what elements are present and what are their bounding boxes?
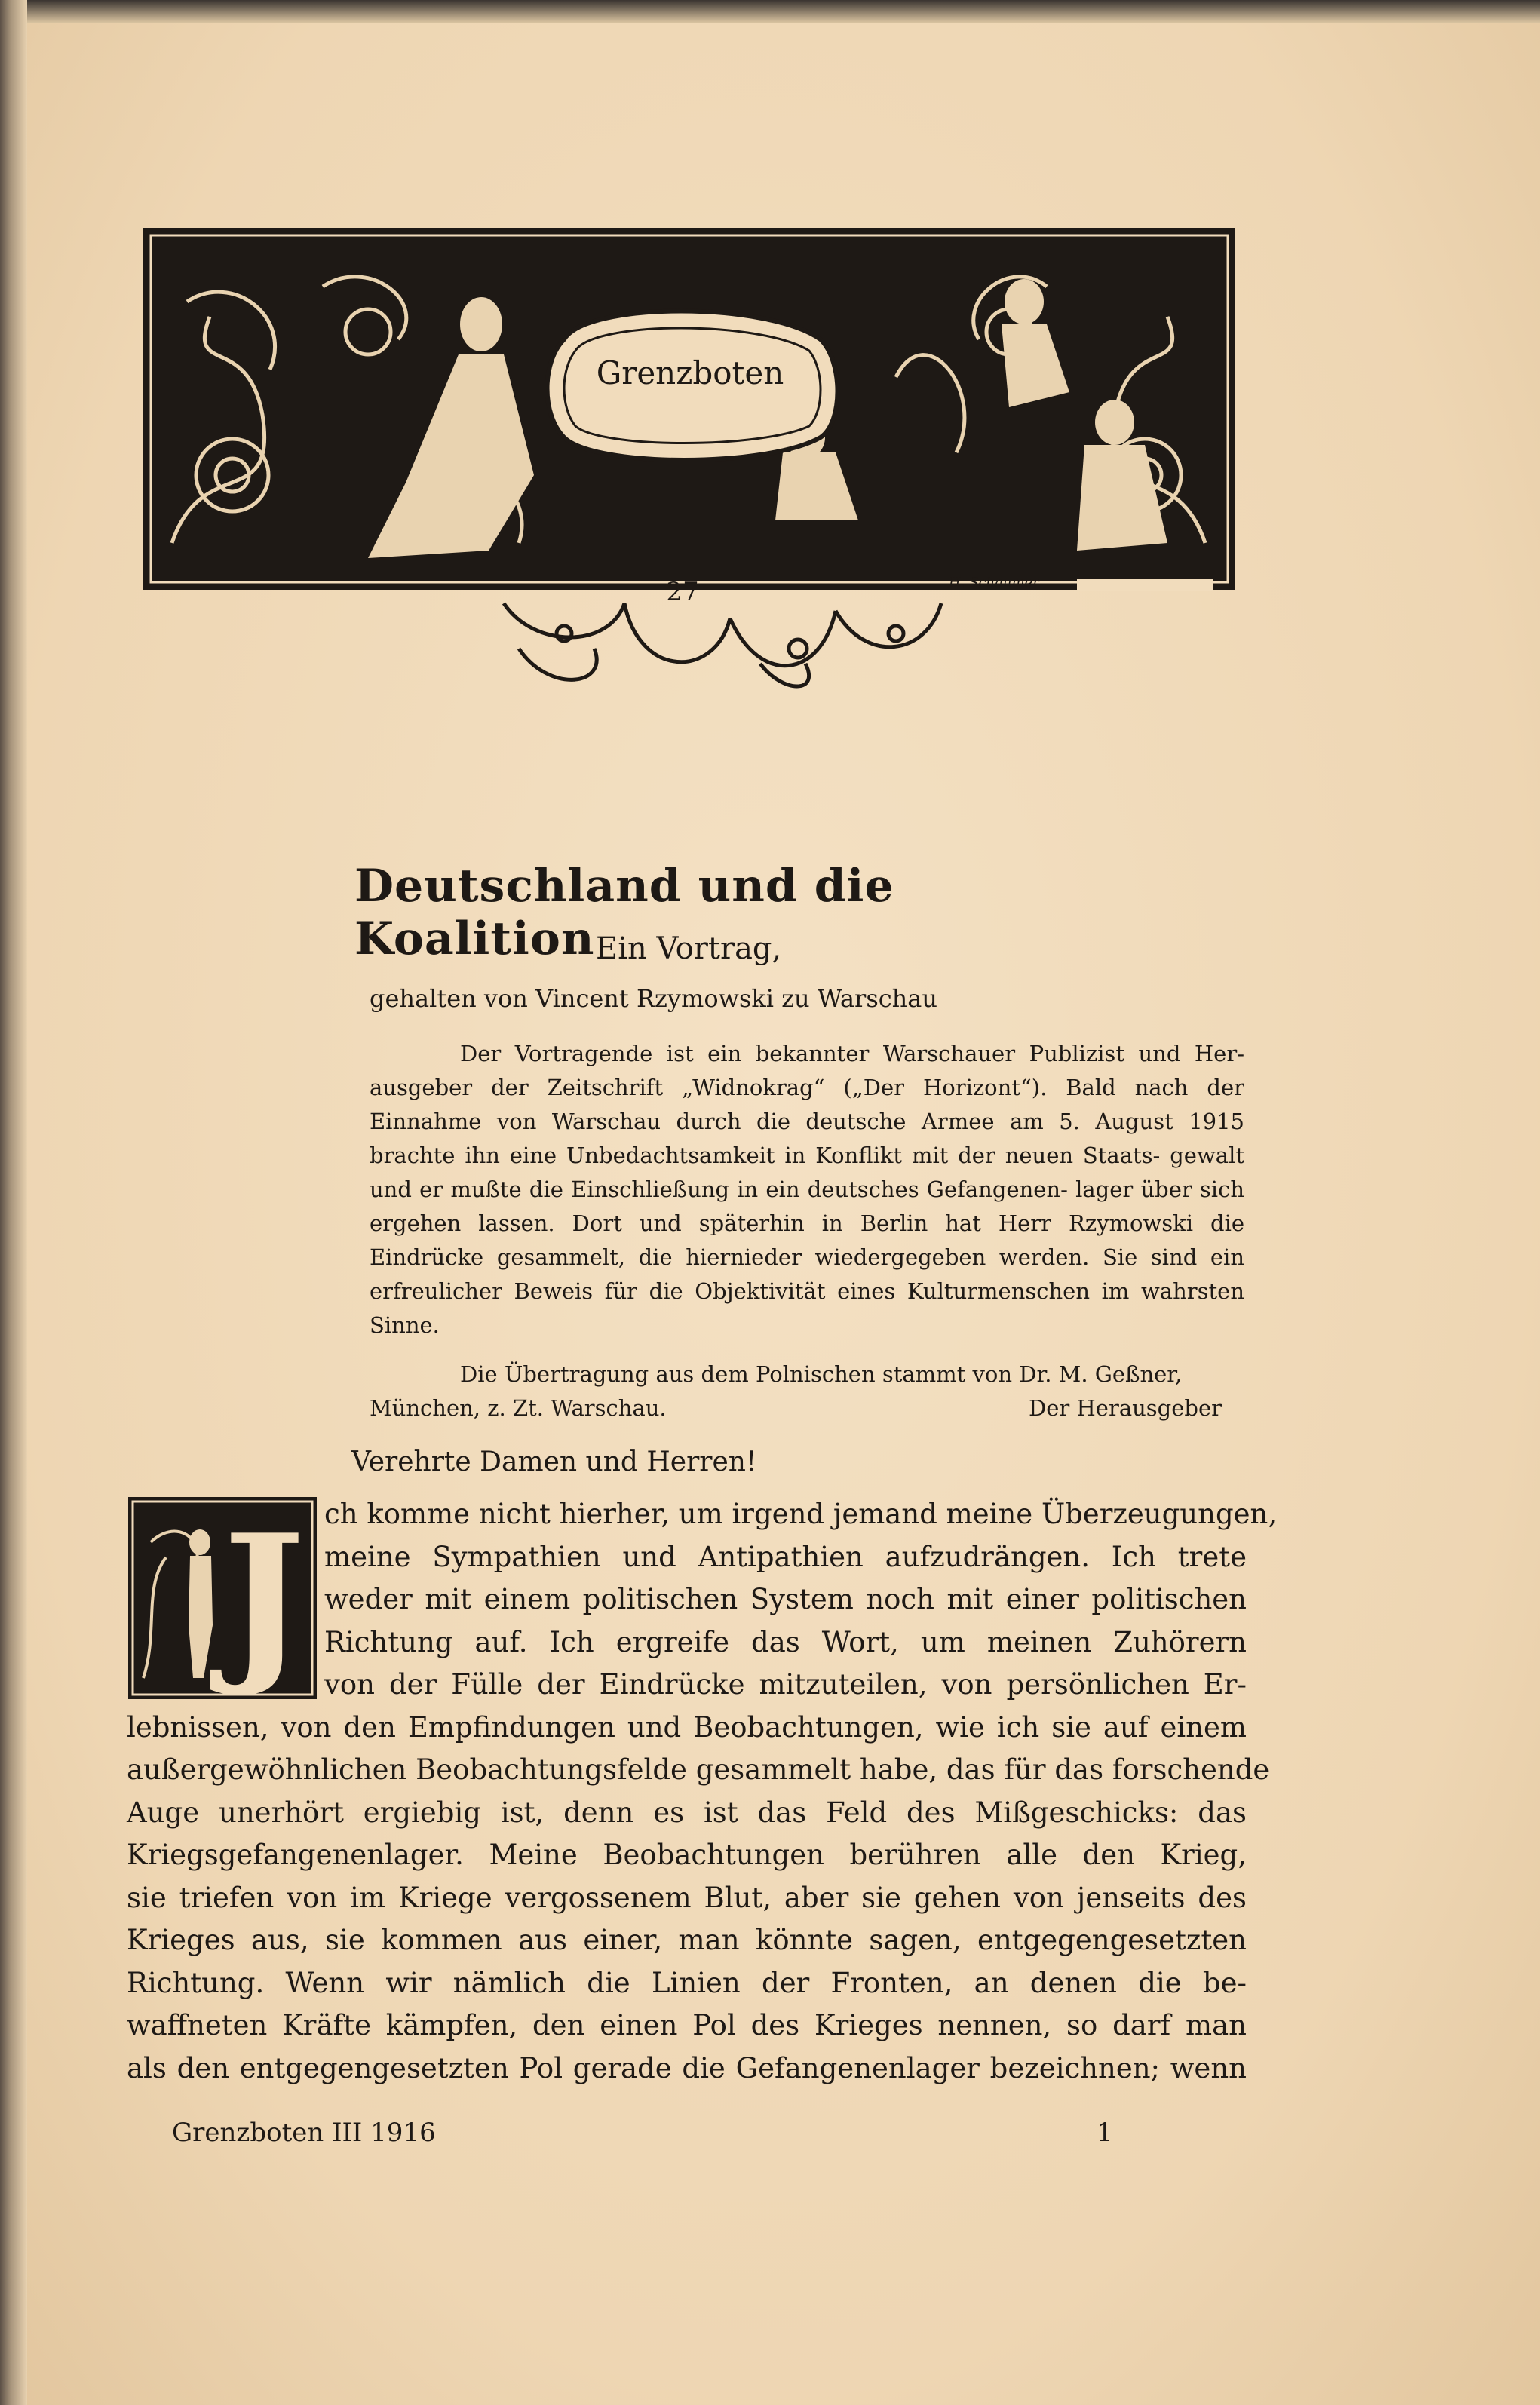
editorial-note-line: Der Vortragende ist ein bekannter Warschauer Publizist und Her- <box>460 1041 1244 1066</box>
body-line: sie triefen von im Kriege vergossenem Blut, aber sie gehen von jenseits des <box>127 1881 1247 1914</box>
body-line: Krieges aus, sie kommen aus einer, man könnte sagen, entgegengesetzten <box>127 1924 1247 1956</box>
translation-credit: Die Übertragung aus dem Polnischen stammt von Dr. M. Geßner, <box>460 1361 1183 1387</box>
body-line: ch komme nicht hierher, um irgend jemand meine Überzeugungen, <box>324 1498 1278 1530</box>
body-line: außergewöhnlichen Beobachtungsfelde gesammelt habe, das für das forschende <box>127 1753 1270 1786</box>
body-line: waffneten Kräfte kämpfen, den einen Pol des Krieges nennen, so darf man <box>127 2009 1247 2041</box>
body-line: weder mit einem politischen System noch mit einer politischen <box>324 1583 1247 1615</box>
salutation: Verehrte Damen und Herren! <box>351 1446 757 1477</box>
editorial-note <box>370 1037 1244 1342</box>
body-line: von der Fülle der Eindrücke mitzuteilen, von persönlichen Er- <box>324 1668 1247 1701</box>
page-binding-shadow <box>0 0 27 2405</box>
article-title: Deutschland und die Koalition <box>354 860 894 965</box>
translation-location: München, z. Zt. Warschau. <box>370 1395 667 1421</box>
ornament-cartouche-title: Grenzboten <box>596 354 784 391</box>
footer-sheet-number: 1 <box>1097 2118 1113 2148</box>
page-top-edge <box>0 0 1540 23</box>
article-body <box>127 1493 1278 2090</box>
editorial-note-line: der Einnahme von Warschau durch die deutsche Armee am 5. August 1915 <box>370 1075 1245 1134</box>
artist-signature: H. Schaumer <box>949 575 1039 591</box>
body-line: Kriegsgefangenenlager. Meine Beobachtungen berühren alle den Krieg, <box>127 1839 1247 1871</box>
body-line: lebnissen, von den Empfindungen und Beobachtungen, wie ich sie auf einem <box>127 1710 1247 1744</box>
body-line: Auge unerhört ergiebig ist, denn es ist das Feld des Mißgeschicks: das <box>127 1796 1247 1829</box>
header-vignette <box>142 226 1237 694</box>
article-subtitle: Ein Vortrag, <box>596 931 782 966</box>
editorial-note-line: brachte ihn eine Unbedachtsamkeit in Konflikt mit der neuen Staats- <box>370 1143 1161 1168</box>
body-line: Richtung. Wenn wir nämlich die Linien der Fronten, an denen die be- <box>127 1966 1247 1999</box>
article-byline: gehalten von Vincent Rzymowski zu Warschau <box>370 984 937 1013</box>
editorial-note-line: ausgeber der Zeitschrift „Widnokrag“ („Der Horizont“). Bald nach <box>370 1075 1189 1100</box>
editorial-note-line: Kulturmenschen im wahrsten Sinne. <box>370 1278 1245 1338</box>
editorial-note-line: gewalt und er mußte die Einschließung in ein deutsches Gefangenen- <box>370 1143 1245 1202</box>
editor-signature: Der Herausgeber <box>1029 1395 1222 1421</box>
editorial-note-line: lager über sich ergehen lassen. Dort und späterhin in Berlin hat Herr <box>370 1176 1244 1236</box>
editorial-note-line: Rzymowski die Eindrücke gesammelt, die hiernieder wiedergegeben <box>370 1210 1245 1270</box>
body-line: meine Sympathien und Antipathien aufzudrängen. Ich trete <box>324 1540 1247 1573</box>
body-line: Richtung auf. Ich ergreife das Wort, um meinen Zuhörern <box>324 1625 1247 1658</box>
footer-journal: Grenzboten III 1916 <box>172 2118 436 2148</box>
body-line: als den entgegengesetzten Pol gerade die Gefangenenlager bezeichnen; wenn <box>127 2051 1247 2084</box>
translation-note <box>370 1357 1244 1425</box>
editorial-note-line: werden. Sie sind ein erfreulicher Beweis für die Objektivität eines <box>370 1244 1244 1304</box>
initial-letter: J <box>222 1497 305 1701</box>
issue-number: 27 <box>666 577 699 607</box>
